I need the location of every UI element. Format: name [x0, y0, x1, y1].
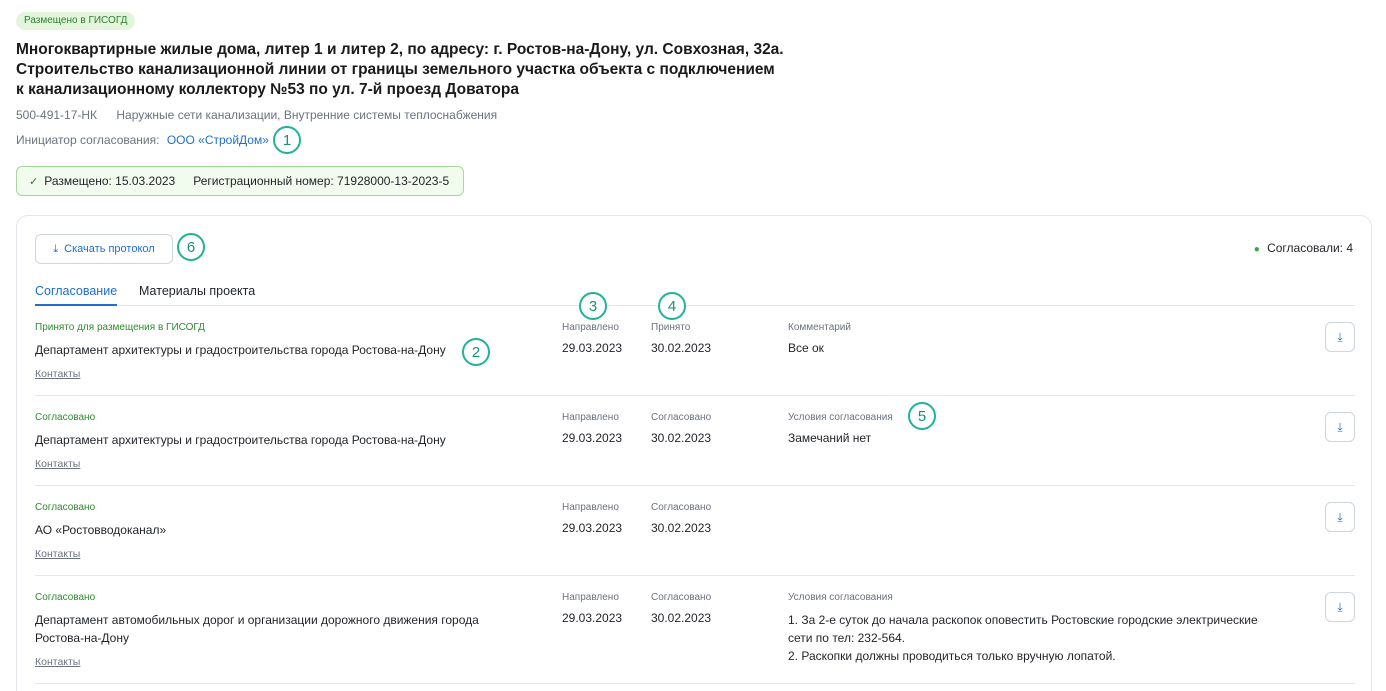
- marker-6: 6: [177, 233, 205, 261]
- approved-label: Согласовано: [651, 412, 712, 423]
- registration-number: Регистрационный номер: 71928000-13-2023-5: [193, 174, 450, 188]
- contacts-link[interactable]: Контакты: [35, 368, 81, 380]
- project-code: 500-491-17-НК: [16, 108, 98, 122]
- download-icon: ⤓: [1337, 599, 1343, 614]
- initiator-link[interactable]: ООО «СтройДом»: [166, 133, 269, 147]
- download-icon: ⤓: [1337, 329, 1343, 344]
- agreed-count: [1254, 241, 1353, 255]
- approval-row: [35, 502, 1355, 576]
- status-dot-icon: ●: [1253, 244, 1260, 255]
- row-organization: Департамент автомобильных дорог и организации дорожного движения города Ростова-на-Дону: [35, 613, 479, 645]
- placed-info: [16, 166, 464, 196]
- title-line: к канализационному коллектору №53 по ул. 7-й проезд Доватора: [16, 81, 519, 98]
- row-download-button[interactable]: [1325, 592, 1355, 622]
- tabs: [35, 278, 1355, 306]
- tab-project-materials[interactable]: Материалы проекта: [139, 284, 256, 298]
- condition-line: сети по тел: 232-564.: [788, 631, 905, 645]
- tab-approval[interactable]: Согласование: [35, 284, 117, 306]
- project-networks: Наружные сети канализации, Внутренние системы теплоснабжения: [116, 108, 498, 122]
- title-line: Строительство канализационной линии от границы земельного участка объекта с подключением: [16, 61, 775, 78]
- approved-label: Согласовано: [651, 502, 712, 513]
- marker-4: 4: [658, 292, 686, 320]
- comment-label: Комментарий: [788, 322, 851, 333]
- marker-3: 3: [579, 292, 607, 320]
- initiator-label: Инициатор согласования:: [16, 133, 160, 147]
- agreed-count-label: Согласовали: 4: [1267, 241, 1353, 255]
- row-status: Согласовано: [35, 502, 96, 513]
- approval-row: [35, 592, 1355, 684]
- accepted-date: 30.02.2023: [651, 341, 712, 355]
- approved-date: 30.02.2023: [651, 431, 712, 445]
- row-organization: АО «Ростовводоканал»: [35, 523, 167, 537]
- approved-date: 30.02.2023: [651, 521, 712, 535]
- sent-date: 29.03.2023: [562, 341, 623, 355]
- conditions-label: Условия согласования: [788, 592, 893, 603]
- project-meta: [16, 108, 497, 122]
- condition-line: 2. Раскопки должны проводиться только вручную лопатой.: [788, 649, 1116, 663]
- download-protocol-label: Скачать протокол: [64, 243, 155, 255]
- marker-5: 5: [908, 402, 936, 430]
- row-download-button[interactable]: [1325, 502, 1355, 532]
- contacts-link[interactable]: Контакты: [35, 548, 81, 560]
- sent-label: Направлено: [562, 592, 619, 603]
- comment-text: Все ок: [788, 341, 824, 355]
- approval-row: [35, 322, 1355, 396]
- status-badge: Размещено в ГИСОГД: [16, 12, 135, 30]
- initiator: [16, 133, 269, 147]
- download-icon: ⤓: [1337, 509, 1343, 524]
- sent-date: 29.03.2023: [562, 431, 623, 445]
- download-icon: ⤓: [53, 242, 59, 255]
- approvals-panel: [16, 215, 1372, 691]
- check-icon: ✓: [29, 175, 39, 188]
- accepted-label: Принято: [651, 322, 691, 333]
- sent-label: Направлено: [562, 322, 619, 333]
- sent-date: 29.03.2023: [562, 521, 623, 535]
- row-status: Согласовано: [35, 412, 96, 423]
- page-title: [16, 40, 784, 100]
- row-download-button[interactable]: [1325, 322, 1355, 352]
- row-status: Согласовано: [35, 592, 96, 603]
- row-download-button[interactable]: [1325, 412, 1355, 442]
- marker-1: 1: [273, 126, 301, 154]
- approved-date: 30.02.2023: [651, 611, 712, 625]
- download-protocol-button[interactable]: [35, 234, 173, 264]
- approval-row: [35, 407, 1355, 486]
- approved-label: Согласовано: [651, 592, 712, 603]
- contacts-link[interactable]: Контакты: [35, 458, 81, 470]
- sent-label: Направлено: [562, 412, 619, 423]
- sent-date: 29.03.2023: [562, 611, 623, 625]
- placed-date: Размещено: 15.03.2023: [44, 174, 176, 188]
- conditions-text: Замечаний нет: [788, 431, 872, 445]
- conditions-label: Условия согласования: [788, 412, 893, 423]
- sent-label: Направлено: [562, 502, 619, 513]
- row-organization: Департамент архитектуры и градостроительства города Ростова-на-Дону: [35, 433, 446, 447]
- row-status: Принято для размещения в ГИСОГД: [35, 322, 205, 333]
- conditions-text: [788, 611, 1288, 665]
- row-organization: Департамент архитектуры и градостроительства города Ростова-на-Дону: [35, 343, 446, 357]
- title-line: Многоквартирные жилые дома, литер 1 и литер 2, по адресу: г. Ростов-на-Дону, ул. Совхозная, 32а.: [16, 41, 784, 58]
- marker-2: 2: [462, 338, 490, 366]
- contacts-link[interactable]: Контакты: [35, 656, 81, 668]
- condition-line: 1. За 2-е суток до начала раскопок оповестить Ростовские городские электрические: [788, 613, 1258, 627]
- download-icon: ⤓: [1337, 419, 1343, 434]
